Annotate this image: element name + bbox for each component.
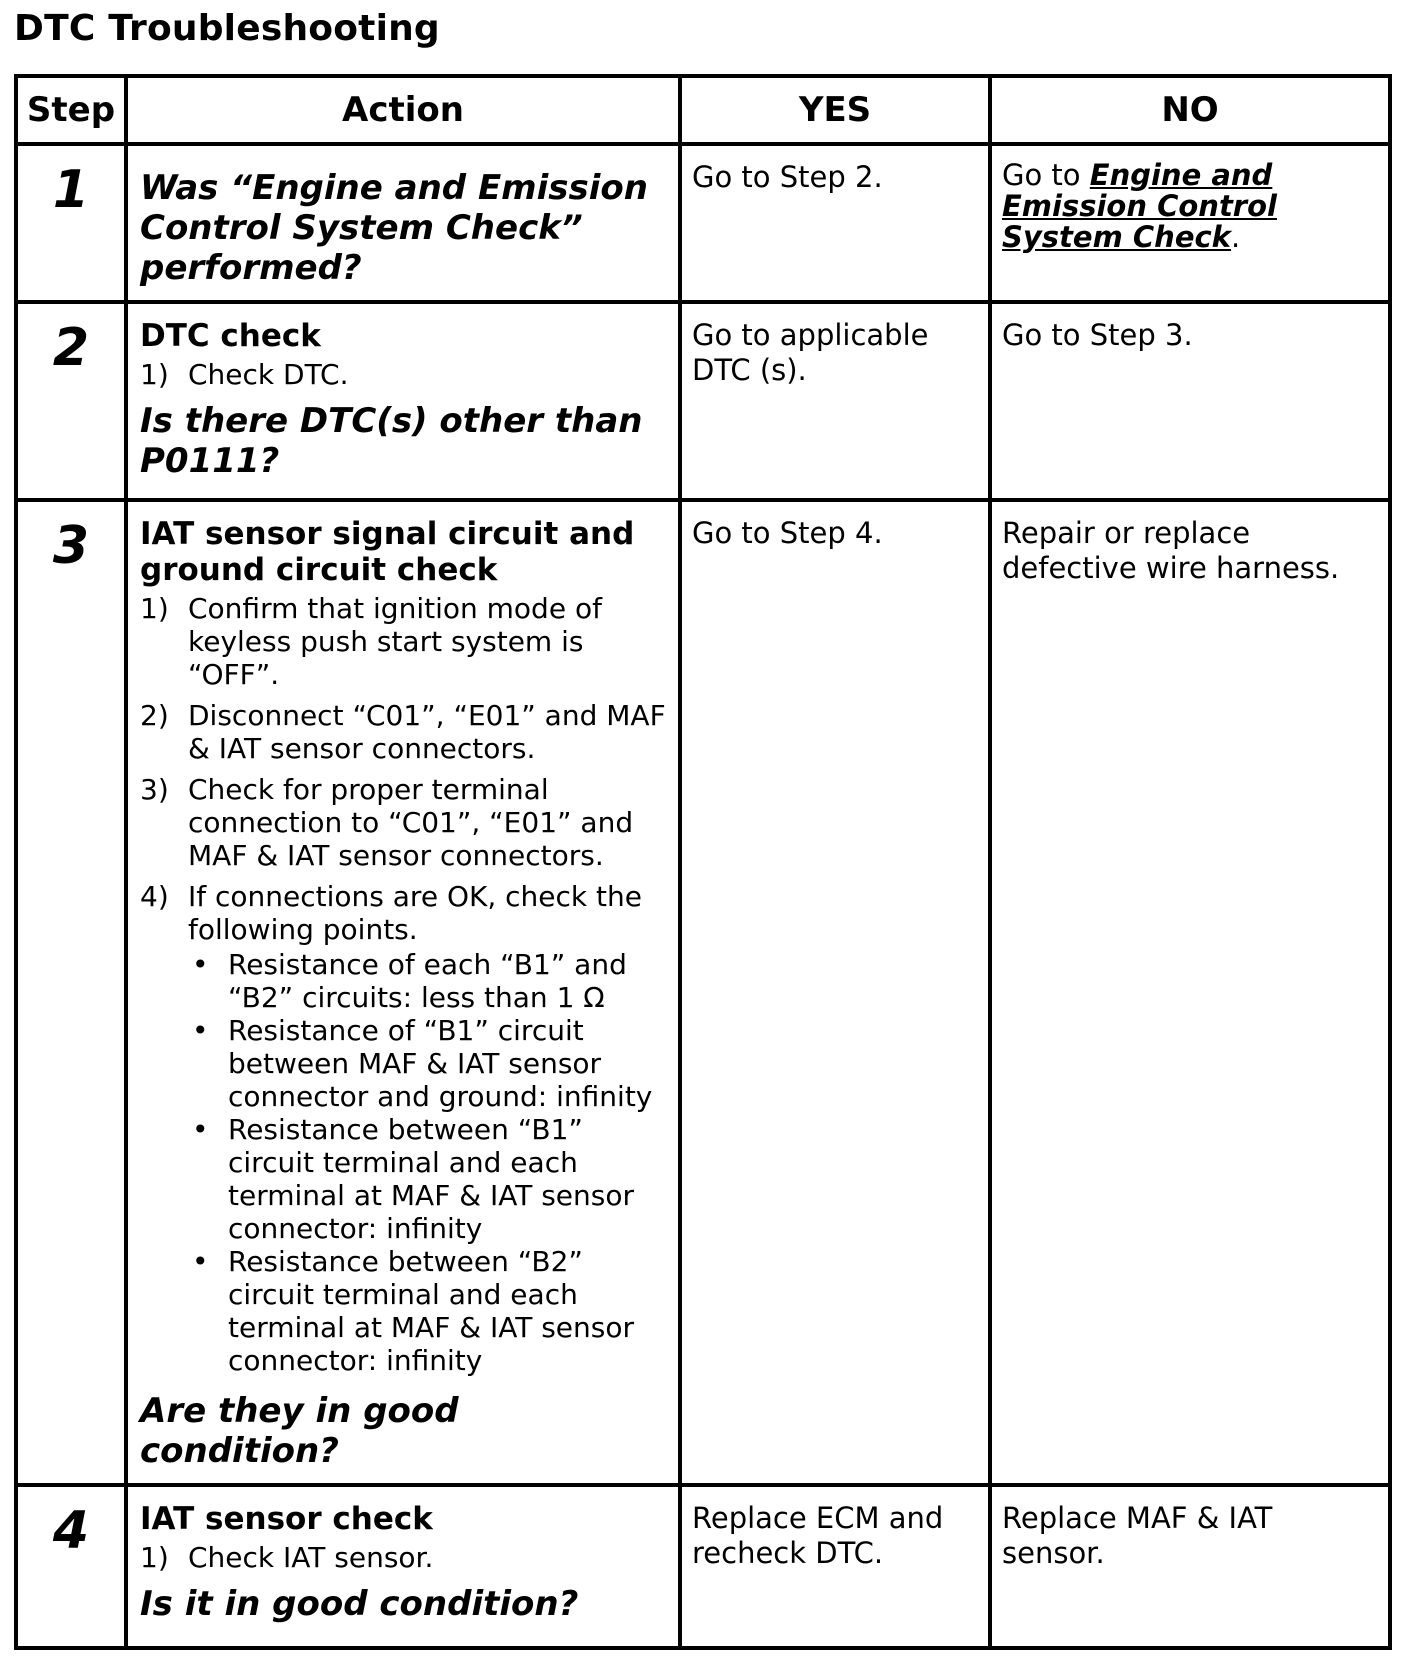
table-row <box>16 144 1390 302</box>
no-text-suffix: . <box>1230 220 1241 254</box>
procedure-list <box>140 592 668 1377</box>
header-action: Action <box>126 76 680 144</box>
step-number: 1 <box>16 144 126 302</box>
step-number: 3 <box>16 500 126 1485</box>
yes-cell: Go to Step 4. <box>680 500 990 1485</box>
table-row <box>16 500 1390 1485</box>
action-cell <box>126 302 680 500</box>
action-question: Was “Engine and Emission Control System Check” performed? <box>140 168 648 288</box>
check-point: • Resistance of “B1” circuit between MAF & IAT sensor connector and ground: infinity <box>192 1014 653 1113</box>
header-no: NO <box>990 76 1390 144</box>
procedure-item: 3) Check for proper terminal connection to “C01”, “E01” and MAF & IAT sensor connectors. <box>140 773 634 872</box>
action-cell <box>126 144 680 302</box>
troubleshooting-table <box>14 74 1392 1650</box>
no-cell: Repair or replace defective wire harness. <box>990 500 1390 1485</box>
action-question: Are they in good condition? <box>140 1391 459 1471</box>
action-heading: IAT sensor signal circuit and ground circuit check <box>140 516 635 588</box>
no-cell <box>990 144 1390 302</box>
action-heading: IAT sensor check <box>140 1501 433 1537</box>
no-cell: Go to Step 3. <box>990 302 1390 500</box>
action-cell <box>126 1485 680 1648</box>
action-heading: DTC check <box>140 318 321 354</box>
step-number: 2 <box>16 302 126 500</box>
procedure-item: 1) Check DTC. <box>140 358 349 391</box>
no-text-prefix: Go to <box>1002 158 1090 192</box>
no-cell: Replace MAF & IAT sensor. <box>990 1485 1390 1648</box>
action-cell <box>126 500 680 1485</box>
procedure-item: 2) Disconnect “C01”, “E01” and MAF & IAT sensor connectors. <box>140 699 666 765</box>
engine-emission-check-link[interactable]: Engine and Emission Control System Check <box>1002 158 1277 254</box>
header-row <box>16 76 1390 144</box>
yes-cell: Go to Step 2. <box>680 144 990 302</box>
step-number: 4 <box>16 1485 126 1648</box>
header-step: Step <box>16 76 126 144</box>
action-question: Is it in good condition? <box>140 1584 579 1624</box>
check-point: • Resistance between “B2” circuit terminal and each terminal at MAF & IAT sensor connector: infinity <box>192 1245 634 1377</box>
header-yes: YES <box>680 76 990 144</box>
table-row <box>16 302 1390 500</box>
check-point: • Resistance between “B1” circuit terminal and each terminal at MAF & IAT sensor connector: infinity <box>192 1113 634 1245</box>
yes-cell: Replace ECM and recheck DTC. <box>680 1485 990 1648</box>
yes-cell: Go to applicable DTC (s). <box>680 302 990 500</box>
page-title: DTC Troubleshooting <box>14 8 440 49</box>
procedure-item: 4) If connections are OK, check the following points. • Resistance of each “B1” and “B2” circuits: less than 1 Ω • Resistance of “B1” circuit between MAF & IAT sensor connector and ground: infinity • Resistance between “B1” circuit terminal and each terminal at MAF & IAT sensor connector: infinity • Resistance between “B2” circuit terminal and each terminal at MAF & IAT sensor connector: infinity <box>140 880 668 1377</box>
procedure-list <box>140 358 668 391</box>
check-points-list <box>188 948 668 1377</box>
procedure-item: 1) Confirm that ignition mode of keyless push start system is “OFF”. <box>140 592 602 691</box>
check-point: • Resistance of each “B1” and “B2” circuits: less than 1 Ω <box>192 948 627 1014</box>
procedure-list <box>140 1541 668 1574</box>
action-question: Is there DTC(s) other than P0111? <box>140 401 643 481</box>
table-row <box>16 1485 1390 1648</box>
procedure-item: 1) Check IAT sensor. <box>140 1541 434 1574</box>
